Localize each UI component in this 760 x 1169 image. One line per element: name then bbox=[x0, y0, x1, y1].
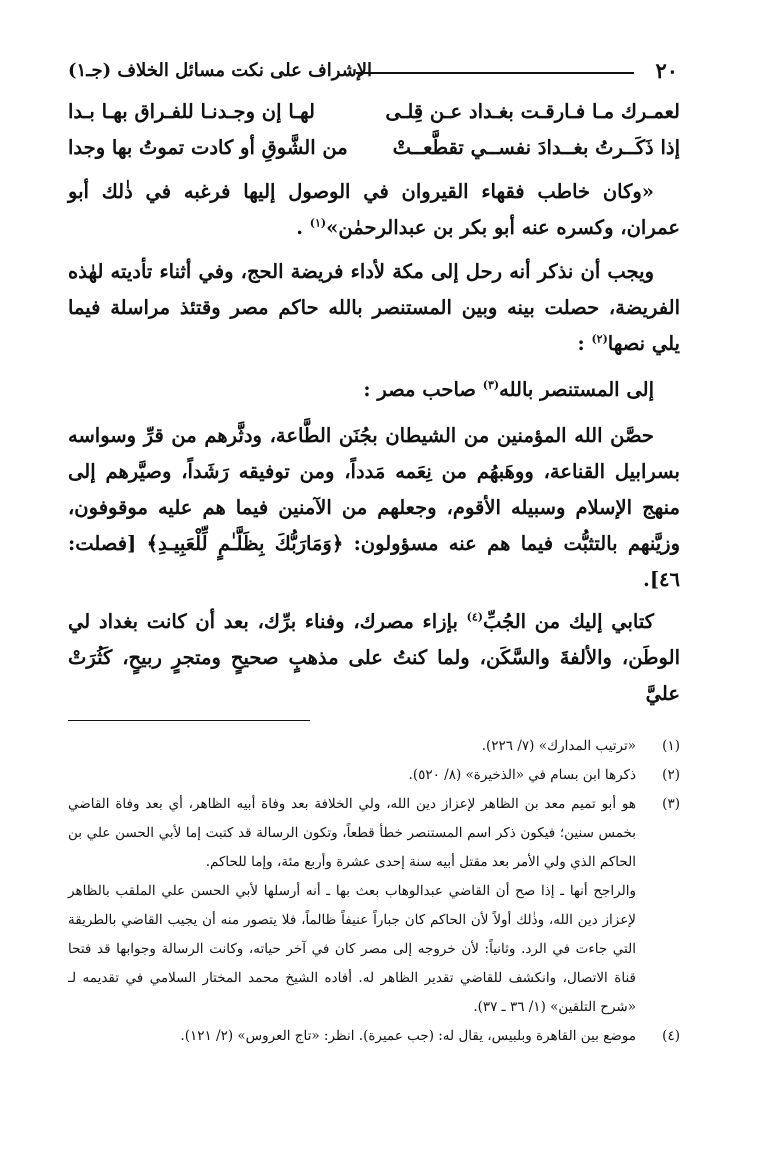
footnote-continuation bbox=[68, 877, 680, 1022]
quote-paragraph: «وكان خاطب فقهاء القيروان في الوصول إليها فرغبه في ذٰلك أبو عمران، وكسره عنه أبو بكر بن عبدالرحمٰن»$^{(١)}$ . bbox=[68, 180, 680, 239]
footnote-ref[interactable]: (٣) bbox=[482, 378, 500, 392]
verse-first-hemistich: لعمـرك مـا فـارقـت بغـداد عـن قِلـى bbox=[385, 100, 680, 123]
footnote-text: «ترتيب المدارك» (٧/ ٢٢٦). bbox=[481, 738, 636, 754]
letter-address: إلى المستنصر بالله$^{(٣)}$ صاحب مصر : bbox=[363, 378, 654, 401]
verse-second-hemistich: لهـا إن وجـدنـا للفـراق بهـا بـدا bbox=[68, 100, 315, 123]
footnote-separator bbox=[68, 720, 310, 721]
verse-second-hemistich: من الشَّوقِ أو كادت تموتُ بها وجدا bbox=[68, 136, 348, 159]
footnote bbox=[68, 1022, 680, 1051]
letter-paragraph: حصَّن الله المؤمنين من الشيطان بجُنَن الطَّاعة، ودثَّرهم من قرِّ وسواسه بسرابيل القناعة، ووهَبهُم من نِعَمه مَدداً، ومن توفيقه رَشَداً، وصيَّرهم إلى منهج الإسلام وسبيله الأقوم، وجعلهم من الآمنين فيما هم عليه موقوفون، وزيَّنهم بالتثبُّت فيما هم عنه مسؤولون: ﴿وَمَارَبُّكَ بِظَلَّـٰمٍ لِّلْعَبِيـدِ﴾ [فصلت: ٤٦]. bbox=[68, 424, 680, 591]
footnote-text: ذكرها ابن بسام في «الذخيرة» (٨/ ٥٢٠). bbox=[408, 767, 636, 783]
page-number: ٢٠ bbox=[655, 58, 678, 83]
footnote-number: (٤) bbox=[662, 1028, 680, 1044]
poem-verse bbox=[68, 136, 680, 172]
running-title: الإشراف على نكت مسائل الخلاف (جـ١) bbox=[68, 60, 373, 81]
footnote-ref[interactable]: (٤) bbox=[466, 610, 483, 624]
footnote-ref[interactable]: (١) bbox=[309, 216, 327, 230]
footnote-text: موضع بين القاهرة وبلبيس، يقال له: (جب عميرة). انظر: «تاج العروس» (٢/ ١٢١). bbox=[180, 1028, 636, 1044]
header-rule bbox=[356, 72, 634, 74]
footnote bbox=[68, 790, 680, 877]
footnote-number: (٣) bbox=[662, 796, 680, 812]
footnotes bbox=[68, 732, 680, 1051]
footnote-text: والراجح أنها ـ إذا صح أن القاضي عبدالوهاب بعث بها ـ أنه أرسلها لأبي الحسن علي الملقب بالظاهر لإعزاز دين الله، وذٰلك أولاً لأن الحاكم كان جباراً عنيفاً ظالماً، فلا يتصور منه أن يجيب القاضي بالطريقة التي جاءت في الرد. وثانياً: لأن خروجه إلى مصر كان في آخر حياته، وكانت الرسالة وجوابها قد فتحا قناة الاتصال، وانكشف للقاضي تقدير الظاهر له. أفاده الشيخ محمد المختار السلامي في تقديمه لـ «شرح التلقين» (١/ ٣٦ ـ ٣٧). bbox=[68, 883, 636, 1015]
verse-first-hemistich: إذا ذَكَــرتُ بغــدادَ نفســي تقطَّعــتْ bbox=[392, 136, 680, 159]
letter-paragraph: كتابي إليك من الجُبِّ$^{(٤)}$ بإزاء مصرك، وفناء برِّك، بعد أن كانت بغداد لي الوطَن، والألفةَ والسَّكَن، ولما كنتُ على مذهبٍ صحيحٍ ومتجرٍ ربيحٍ، كَثُرَتْ عليَّ bbox=[68, 610, 680, 705]
footnote bbox=[68, 761, 680, 790]
main-text bbox=[68, 100, 680, 712]
footnote-ref[interactable]: (٢) bbox=[591, 332, 608, 346]
footnote bbox=[68, 732, 680, 761]
poem-verse bbox=[68, 100, 680, 136]
footnote-text: هو أبو تميم معد بن الظاهر لإعزاز دين الله، ولي الخلافة بعد وفاة أبيه الظاهر، أي بعد وفاة القاضي بخمس سنين؛ فيكون ذكر اسم المستنصر خطأ قطعاً، وتكون الرسالة قد كتبت إما لأبي الحسن علي بن الحاكم الذي ولي الأمر بعد مقتل أبيه سنة إحدى عشرة وأربع مئة، وإما للحاكم. bbox=[68, 796, 636, 870]
footnote-number: (١) bbox=[662, 738, 680, 754]
running-header bbox=[68, 58, 678, 88]
footnote-number: (٢) bbox=[662, 767, 680, 783]
hajj-paragraph: ويجب أن نذكر أنه رحل إلى مكة لأداء فريضة الحج، وفي أثناء تأديته لهٰذه الفريضة، حصلت بينه وبين المستنصر بالله حاكم مصر وقتئذ مراسلة فيما يلي نصها$^{(٢)}$ : bbox=[68, 260, 680, 355]
